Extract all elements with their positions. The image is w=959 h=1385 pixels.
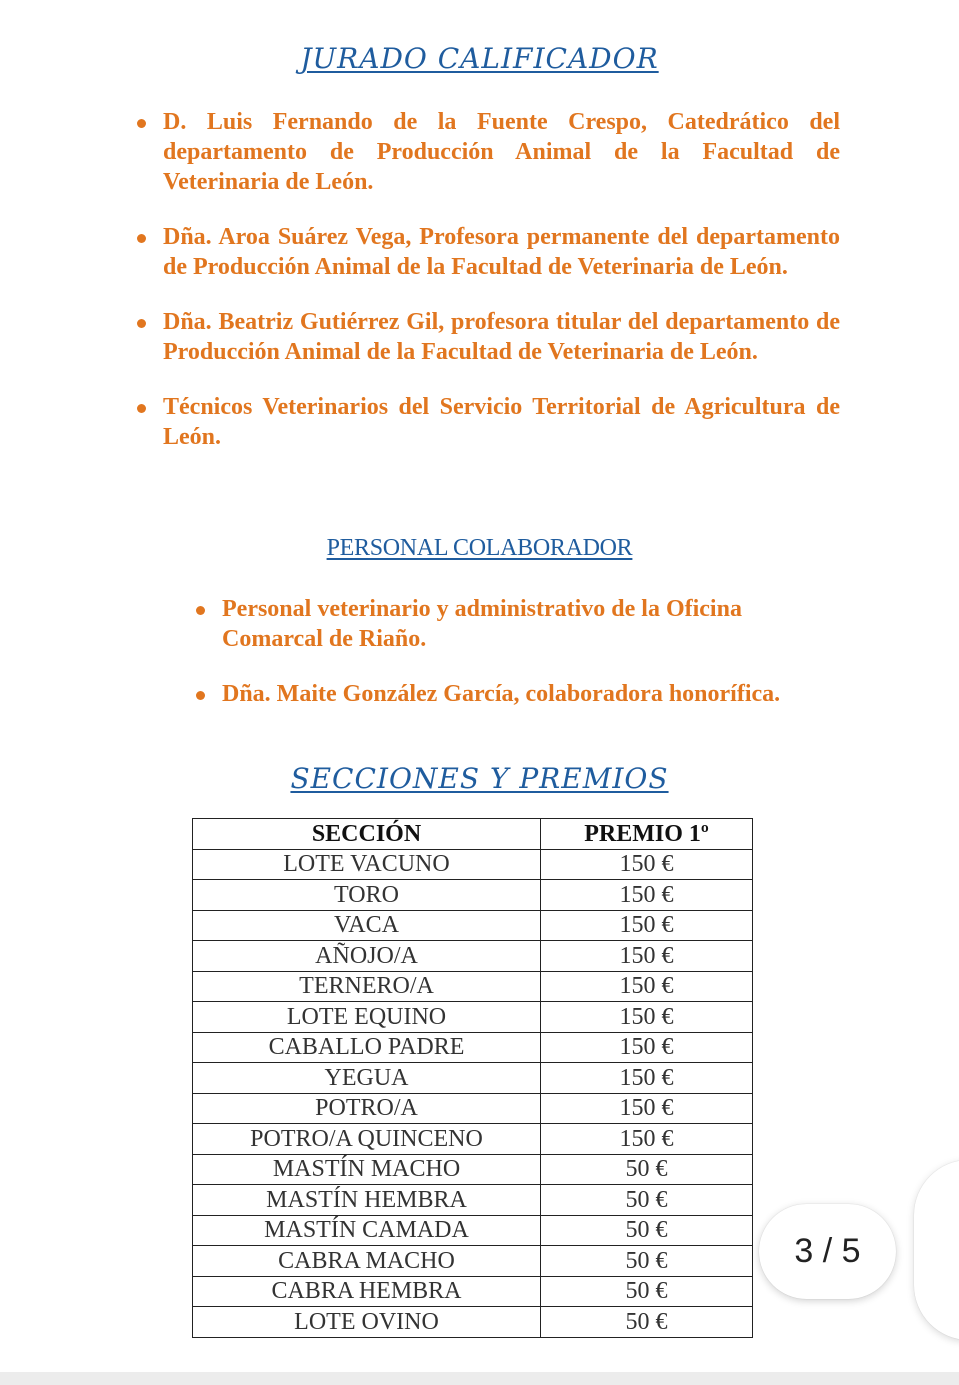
table-row (193, 1307, 753, 1338)
premio-cell: 50 € (541, 1154, 753, 1185)
table-row (193, 1154, 753, 1185)
bullet-icon (137, 319, 146, 328)
personal-list (222, 594, 802, 709)
premio-cell: 150 € (541, 880, 753, 911)
seccion-cell: MASTÍN CAMADA (193, 1215, 541, 1246)
list-item: Dña. Maite González García, colaboradora honorífica. (222, 679, 802, 709)
premio-cell: 50 € (541, 1246, 753, 1277)
secciones-heading: SECCIONES Y PREMIOS (290, 762, 669, 795)
column-header-premio: PREMIO 1º (541, 819, 753, 850)
jurado-heading: JURADO CALIFICADOR (300, 42, 659, 75)
list-item: Dña. Beatriz Gutiérrez Gil, profesora titular del departamento de Producción Animal de la Facultad de Veterinaria de León. (163, 307, 840, 367)
seccion-cell: CABRA HEMBRA (193, 1276, 541, 1307)
premio-cell: 50 € (541, 1307, 753, 1338)
seccion-cell: CABALLO PADRE (193, 1032, 541, 1063)
seccion-cell: MASTÍN MACHO (193, 1154, 541, 1185)
seccion-cell: POTRO/A QUINCENO (193, 1124, 541, 1155)
list-item: Personal veterinario y administrativo de la Oficina Comarcal de Riaño. (222, 594, 802, 654)
seccion-cell: TERNERO/A (193, 971, 541, 1002)
seccion-cell: LOTE EQUINO (193, 1002, 541, 1033)
side-action-button[interactable] (914, 1160, 959, 1340)
premio-cell: 150 € (541, 1124, 753, 1155)
premio-cell: 50 € (541, 1215, 753, 1246)
table-row (193, 1093, 753, 1124)
table-row (193, 1124, 753, 1155)
seccion-cell: POTRO/A (193, 1093, 541, 1124)
list-item: D. Luis Fernando de la Fuente Crespo, Catedrático del departamento de Producción Animal de la Facultad de Veterinaria de León. (163, 107, 840, 197)
bullet-icon (196, 606, 205, 615)
premio-cell: 150 € (541, 849, 753, 880)
seccion-cell: VACA (193, 910, 541, 941)
seccion-cell: AÑOJO/A (193, 941, 541, 972)
premio-cell: 150 € (541, 910, 753, 941)
table-row (193, 910, 753, 941)
table-row (193, 1002, 753, 1033)
premio-cell: 150 € (541, 1032, 753, 1063)
column-header-seccion: SECCIÓN (193, 819, 541, 850)
seccion-cell: MASTÍN HEMBRA (193, 1185, 541, 1216)
premio-cell: 150 € (541, 1093, 753, 1124)
bullet-icon (137, 404, 146, 413)
table-row (193, 1215, 753, 1246)
table-row (193, 1246, 753, 1277)
seccion-cell: CABRA MACHO (193, 1246, 541, 1277)
table-row (193, 880, 753, 911)
table-row (193, 1063, 753, 1094)
bullet-icon (137, 119, 146, 128)
seccion-cell: LOTE VACUNO (193, 849, 541, 880)
premio-cell: 150 € (541, 971, 753, 1002)
list-item: Técnicos Veterinarios del Servicio Territorial de Agricultura de León. (163, 392, 840, 452)
table-header-row (193, 819, 753, 850)
premio-cell: 50 € (541, 1185, 753, 1216)
table-row (193, 1276, 753, 1307)
bullet-icon (137, 234, 146, 243)
table-row (193, 1032, 753, 1063)
prizes-table (192, 818, 753, 1338)
seccion-cell: YEGUA (193, 1063, 541, 1094)
seccion-cell: TORO (193, 880, 541, 911)
table-row (193, 941, 753, 972)
table-row (193, 849, 753, 880)
premio-cell: 50 € (541, 1276, 753, 1307)
page-indicator: 3 / 5 (759, 1204, 896, 1299)
premio-cell: 150 € (541, 1002, 753, 1033)
table-row (193, 971, 753, 1002)
premio-cell: 150 € (541, 1063, 753, 1094)
bullet-icon (196, 691, 205, 700)
page-divider (0, 1372, 959, 1385)
jurado-list (163, 107, 840, 452)
seccion-cell: LOTE OVINO (193, 1307, 541, 1338)
list-item: Dña. Aroa Suárez Vega, Profesora permanente del departamento de Producción Animal de la Facultad de Veterinaria de León. (163, 222, 840, 282)
personal-heading: PERSONAL COLABORADOR (326, 535, 633, 561)
table-row (193, 1185, 753, 1216)
premio-cell: 150 € (541, 941, 753, 972)
